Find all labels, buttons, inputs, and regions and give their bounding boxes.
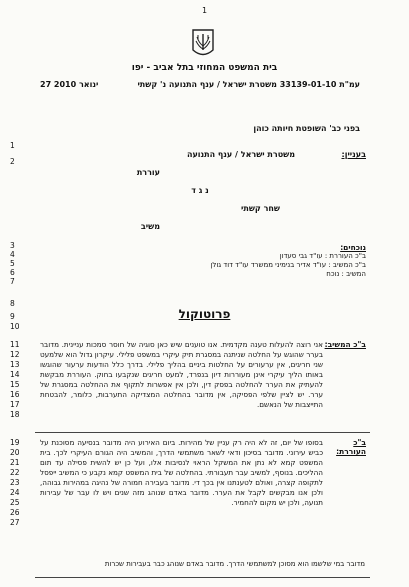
appellant-role: עוררת xyxy=(136,168,160,177)
present-line: המשיב : נוכח xyxy=(326,270,366,278)
line-number: 19 xyxy=(10,438,20,447)
present-line: ב"כ העוררת : עו"ד גבי סעדון xyxy=(279,252,366,260)
respondent-role: משיב xyxy=(140,222,160,231)
protocol-title: פרוטוקול xyxy=(178,307,231,321)
respondent-counsel-text: אני רוצה להעלות טענה מקדמית. אנו טוענים שיש כאן סוגיה של חוסר סמכות עניינית. מדובר בערר שהוגש על החלטה שניתנה במסגרת תיק עיקרי במשפט פלילי. עיקרון גדול הוא שלמעט שני חריגים, אין ערעורים על החלטות ביניים בהליך פלילי. בדרך כלל הודעות ערעור שהוגשו באותו הליך עיקרי אינן מעוררות דיון בנפרד, למעט חריגים שנקבעו בחוק. העוררת מבקשת להעתיק את הערר להחלטה בפסק דין, ולכן אין אפשרות לתקוף את ההחלטה במסגרת של ערר. יש לציין שלפי הפסיקה, אין מדובר בהחלטה המצדיקה התערבות, כלומר, להבטחת התייצבות של הנאשם. xyxy=(40,340,323,409)
line-number: 10 xyxy=(10,322,20,331)
line-number: 18 xyxy=(10,410,20,419)
present-line: ב"כ המשיב : עו"ד אדיר בנימיני ממשרד עו"ד דוד גולן xyxy=(210,261,366,269)
state-emblem-icon xyxy=(190,28,216,60)
line-number: 3 xyxy=(10,241,15,250)
line-number: 7 xyxy=(10,277,15,286)
line-number: 17 xyxy=(10,400,20,409)
appellant-counsel-label: ב"כ העוררת: xyxy=(336,438,366,456)
line-number: 16 xyxy=(10,390,20,399)
line-number: 14 xyxy=(10,370,20,379)
page-number: 1 xyxy=(201,6,208,15)
line-number: 9 xyxy=(10,312,15,321)
line-number: 21 xyxy=(10,458,20,467)
line-number: 12 xyxy=(10,350,20,359)
appellant-counsel-text: בסופו של יום, זה לא היה רק עניין של מהירות. ביום האירוע היה מדובר בנסיעה מסוכנת על כביש עירוני. מדובר בסיכון ודאי לשאר משתמשי הדרך, והמשיב היה הגורם העיקרי לכך. בית המשפט קמא לא נתן את המשקל הראוי לנסיבות אלו, ועל כן יש להשית פסילה עד תום ההליכים. בנוסף, למשיב עבר תעבורתי. בהחלטה של בית המשפט קמא נקבע כי המשיב ייפסל לתקופה קצרה, ואולם לטענתנו אין בכך די. מדובר בעבירה חמורה של נהיגה במהירות גבוהה, ולכן אנו מבקשים לקבל את הערר. מדובר באדם שנוהג מזה שנים ויש לו עבר של עבירות תנועה, ולכן יש מקום להחמיר. xyxy=(40,438,323,507)
line-number: 20 xyxy=(10,448,20,457)
present-label: נוכחים: xyxy=(340,243,366,252)
versus: נ ג ד xyxy=(191,186,209,195)
line-number: 23 xyxy=(10,478,20,487)
line-number: 13 xyxy=(10,360,20,369)
line-number: 2 xyxy=(10,157,15,166)
matter-label: בעניין: xyxy=(341,150,366,159)
line-number: 15 xyxy=(10,380,20,389)
case-line: עמ"ת 33139-01-10 משטרת ישראל / ענף התנועה נ' קשתי xyxy=(137,80,360,89)
appellant-name: משטרת ישראל / ענף התנועה xyxy=(186,150,295,159)
line-number: 24 xyxy=(10,488,20,497)
line-number: 22 xyxy=(10,468,20,477)
divider xyxy=(35,432,370,433)
line-number: 26 xyxy=(10,508,20,517)
line-number: 27 xyxy=(10,518,20,527)
line-number: 25 xyxy=(10,498,20,507)
bottom-divider xyxy=(35,577,370,578)
line-number: 1 xyxy=(10,141,15,150)
line-number: 11 xyxy=(10,340,20,349)
court-name: בית המשפט המחוזי בתל אביב - יפו xyxy=(131,63,278,73)
line-number: 5 xyxy=(10,259,15,268)
respondent-name: שחר קשתי xyxy=(241,204,280,213)
footer-text: מדובר במי שלשמו הוא מסוכן למשתמשי הדרך. מדובר באדם שנוהג כבר בעבירות שכרות xyxy=(104,560,365,568)
judge-line: בפני כב' השופטת חיותה כוהן xyxy=(253,124,360,133)
line-number: 8 xyxy=(10,299,15,308)
line-number: 6 xyxy=(10,268,15,277)
respondent-counsel-label: ב"כ המשיב: xyxy=(324,340,366,349)
date: 27 ינואר 2010 xyxy=(40,80,99,89)
line-number: 4 xyxy=(10,250,15,259)
